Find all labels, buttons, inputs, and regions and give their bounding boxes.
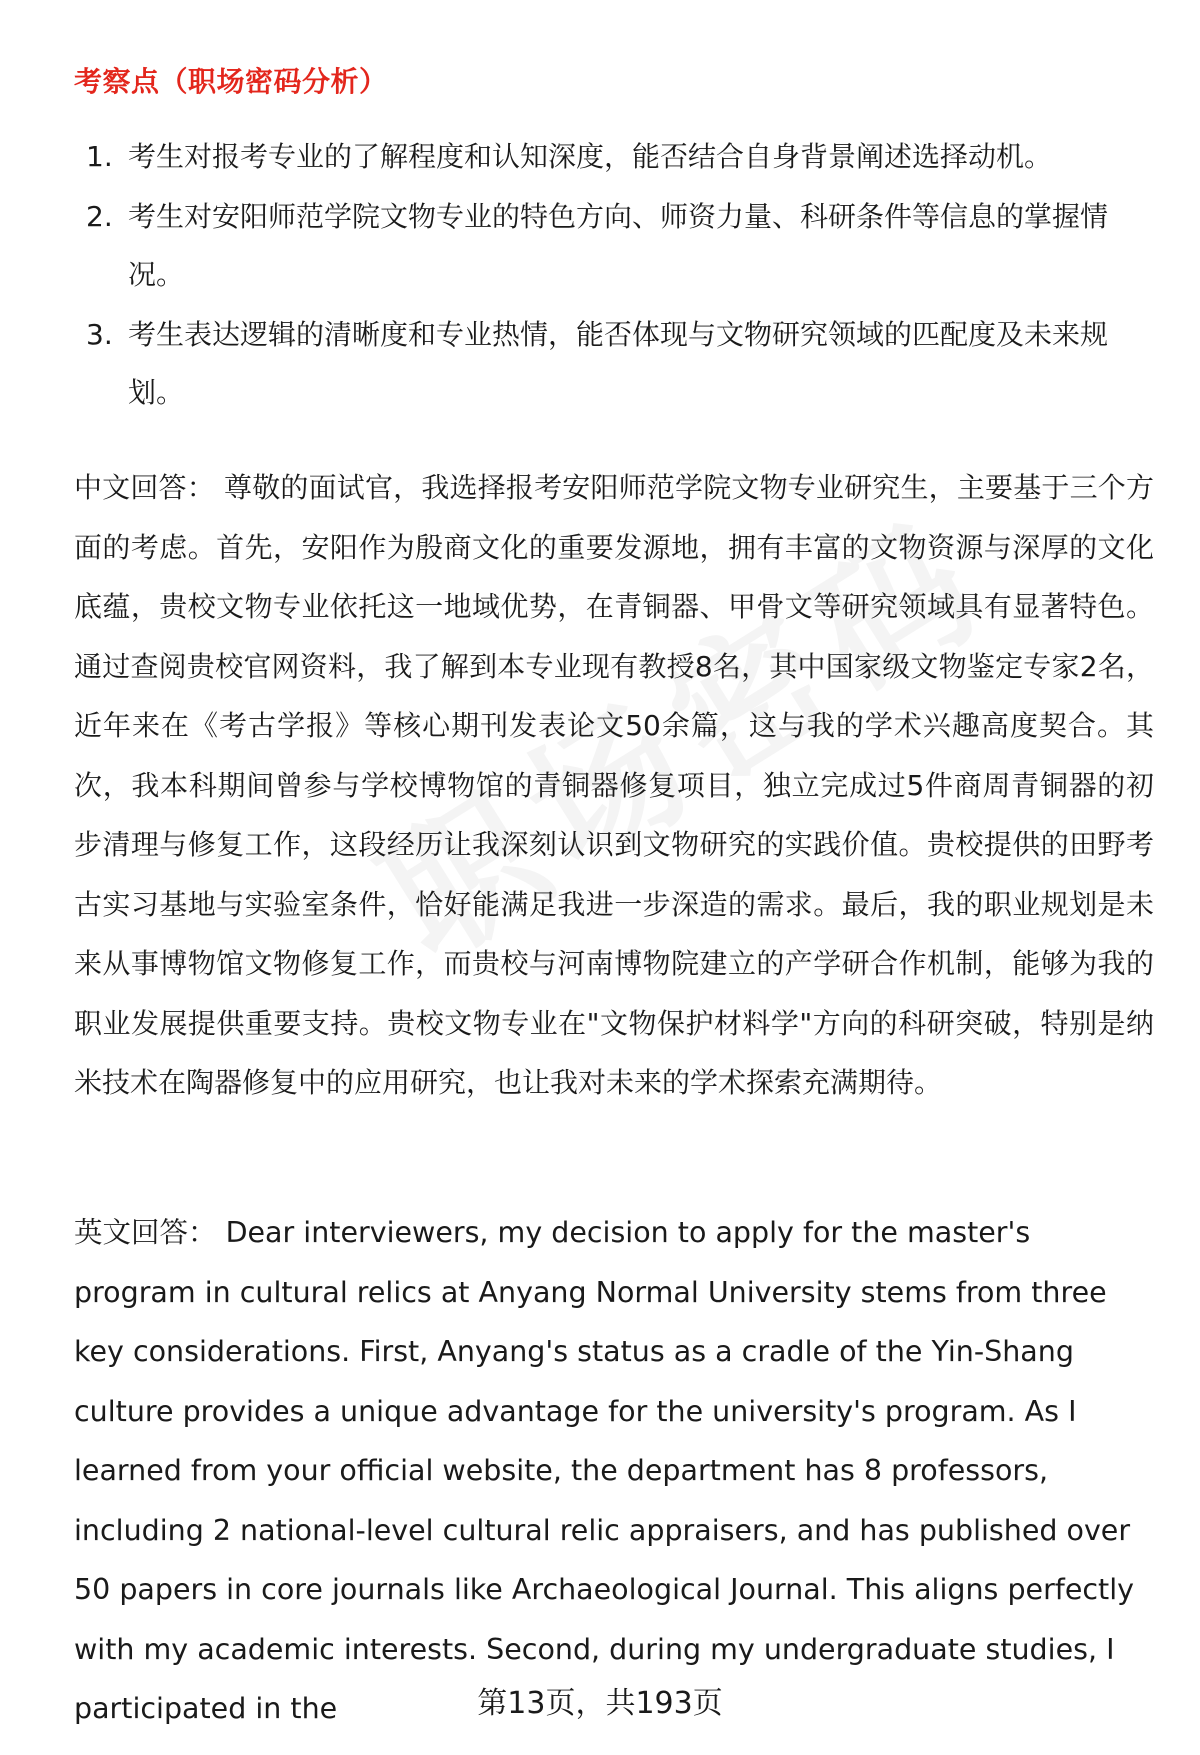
list-item <box>74 188 1154 304</box>
list-item-text: 考生表达逻辑的清晰度和专业热情，能否体现与文物研究领域的匹配度及未来规划。 <box>128 318 1109 409</box>
chinese-answer-text: 尊敬的面试官，我选择报考安阳师范学院文物专业研究生，主要基于三个方面的考虑。首先，安阳作为殷商文化的重要发源地，拥有丰富的文物资源与深厚的文化底蕴，贵校文物专业依托这一地域优势，在青铜器、甲骨文等研究领域具有显著特色。通过查阅贵校官网资料，我了解到本专业现有教授8名，其中国家级文物鉴定专家2名，近年来在《考古学报》等核心期刊发表论文50余篇，这与我的学术兴趣高度契合。其次，我本科期间曾参与学校博物馆的青铜器修复项目，独立完成过5件商周青铜器的初步清理与修复工作，这段经历让我深刻认识到文物研究的实践价值。贵校提供的田野考古实习基地与实验室条件，恰好能满足我进一步深造的需求。最后，我的职业规划是未来从事博物馆文物修复工作，而贵校与河南博物院建立的产学研合作机制，能够为我的职业发展提供重要支持。贵校文物专业在"文物保护材料学"方向的科研突破，特别是纳米技术在陶器修复中的应用研究，也让我对未来的学术探索充满期待。 <box>74 471 1154 1099</box>
list-item <box>74 128 1154 186</box>
page-number-footer: 第13页，共193页 <box>477 1686 723 1721</box>
list-item-text: 考生对安阳师范学院文物专业的特色方向、师资力量、科研条件等信息的掌握情况。 <box>128 200 1109 291</box>
list-item-text: 考生对报考专业的了解程度和认知深度，能否结合自身背景阐述选择动机。 <box>128 140 1053 173</box>
english-answer-label: 英文回答： <box>74 1216 217 1249</box>
list-item-number: 3. <box>86 318 113 351</box>
chinese-answer-label: 中文回答： <box>74 471 215 504</box>
assessment-points-list <box>74 128 1154 424</box>
chinese-answer-paragraph <box>74 458 1154 1113</box>
english-answer-paragraph <box>74 1203 1154 1739</box>
list-item <box>74 306 1154 422</box>
list-item-number: 2. <box>86 200 113 233</box>
section-title: 考察点（职场密码分析） <box>74 65 388 98</box>
english-answer-text: Dear interviewers, my decision to apply for the master's program in cultural relics at Anyang Normal University stems from three key considerations. First, Anyang's status as a cradle of the Yin-Shang culture provides a unique advantage for the university's program. As I learned from your official website, the department has 8 professors, including 2 national-level cultural relic appraisers, and has published over 50 papers in core journals like Archaeological Journal. This aligns perfectly with my academic interests. Second, during my undergraduate studies, I participated in the <box>74 1216 1134 1725</box>
list-item-number: 1. <box>86 140 113 173</box>
